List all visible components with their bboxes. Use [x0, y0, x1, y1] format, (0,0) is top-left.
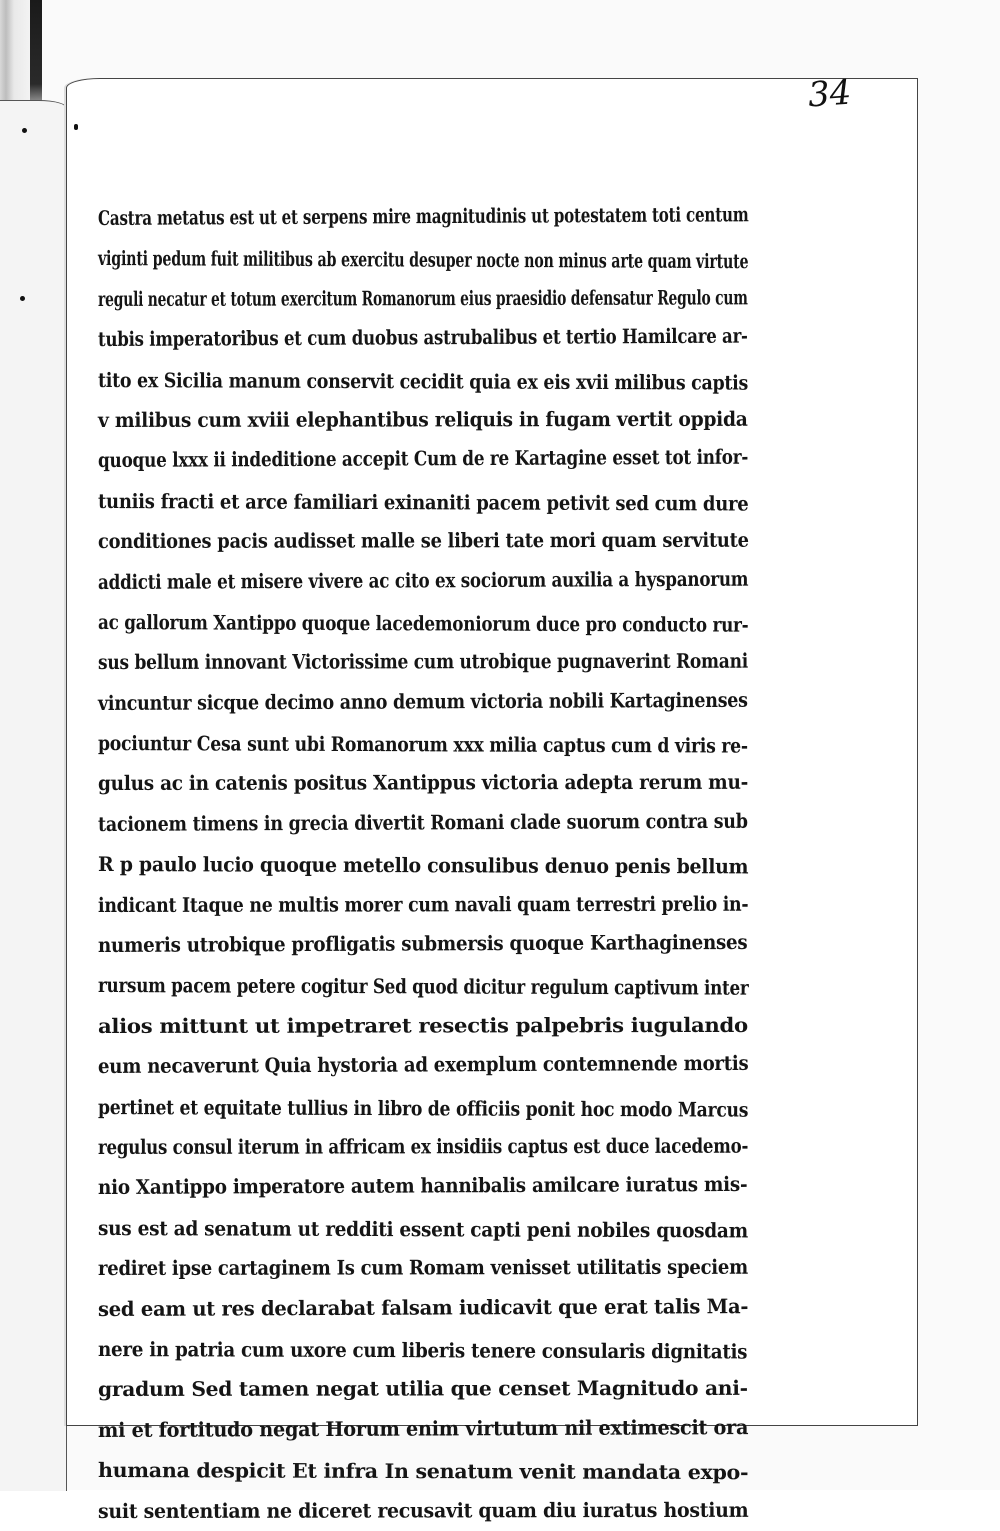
text-line: R p paulo lucio quoque metello consulibus denuo penis bellum: [97, 852, 749, 879]
text-line: regulus consul iterum in affricam ex insidiis captus est duce lacedemo-: [97, 1133, 749, 1159]
text-line: humana despicit Et infra In senatum venit mandata expo-: [97, 1458, 749, 1485]
text-line: ac gallorum Xantippo quoque lacedemoniorum duce pro conducto rur-: [97, 609, 749, 637]
text-line: nio Xantippo imperatore autem hannibalis amilcare iuratus mis-: [97, 1172, 748, 1200]
folio-number: 34: [806, 72, 853, 116]
text-line: indicant Itaque ne multis morer cum navali quam terrestri prelio in-: [97, 891, 749, 917]
text-line: nere in patria cum uxore cum liberis tenere consularis dignitatis: [97, 1336, 748, 1364]
text-line: v milibus cum xviii elephantibus reliquis in fugam vertit oppida: [97, 406, 748, 432]
text-line: mi et fortitudo negat Horum enim virtutum nil extimescit ora: [97, 1414, 749, 1442]
text-line: gulus ac in catenis positus Xantippus victoria adepta rerum mu-: [97, 770, 749, 796]
manuscript-text-block: [98, 198, 748, 1531]
text-line: reguli necatur et totum exercitum Romanorum eius praesidio defensatur Regulo cum: [97, 285, 748, 311]
text-line: pertinet et equitate tullius in libro de officiis ponit hoc modo Marcus: [97, 1094, 749, 1122]
text-line: tubis imperatoribus et cum duobus astrubalibus et tertio Hamilcare ar-: [97, 323, 748, 352]
text-line: suit sententiam ne diceret recusavit quam diu iuratus hostium: [97, 1497, 749, 1523]
text-line: tuniis fracti et arce familiari exinaniti pacem petivit sed cum dure: [97, 488, 749, 516]
text-line: sus bellum innovant Victorissime cum utrobique pugnaverint Romani: [97, 648, 748, 675]
text-line: tito ex Sicilia manum conservit cecidit quia ex eis xvii milibus captis: [97, 367, 749, 395]
text-line: eum necaverunt Quia hystoria ad exemplum contemnende mortis: [97, 1051, 749, 1079]
text-line: Castra metatus est ut et serpens mire magnitudinis ut potestatem toti centum: [97, 202, 749, 230]
previous-page-mark: [20, 296, 25, 301]
text-line: numeris utrobique profligatis submersis quoque Karthaginenses: [97, 929, 748, 958]
text-line: viginti pedum fuit militibus ab exercitu desuper nocte non minus arte quam virtute: [97, 246, 749, 274]
previous-page-mark: [22, 128, 27, 133]
margin-mark: [74, 124, 78, 130]
text-line: conditiones pacis audisset malle se liberi tate mori quam servitute: [97, 527, 749, 554]
text-line: addicti male et misere vivere ac cito ex sociorum auxilia a hyspanorum: [97, 566, 749, 594]
text-line: quoque lxxx ii indeditione accepit Cum de re Kartagine esset tot infor-: [97, 444, 749, 473]
text-line: vincuntur sicque decimo anno demum victoria nobili Kartaginenses: [97, 687, 748, 715]
previous-page-edge: [0, 100, 67, 1491]
text-line: sed eam ut res declarabat falsam iudicavit que erat talis Ma-: [97, 1293, 749, 1321]
text-line: rursum pacem petere cogitur Sed quod dicitur regulum captivum inter: [97, 973, 749, 1001]
text-line: pociuntur Cesa sunt ubi Romanorum xxx milia captus cum d viris re-: [97, 731, 748, 758]
text-line: sus est ad senatum ut redditi essent capti peni nobiles quosdam: [97, 1215, 748, 1243]
text-line: alios mittunt ut impetraret resectis palpebris iugulando: [97, 1012, 748, 1038]
text-line: gradum Sed tamen negat utilia que censet Magnitudo ani-: [97, 1376, 748, 1402]
text-line: tacionem timens in grecia divertit Romani clade suorum contra sub: [97, 808, 748, 836]
text-line: rediret ipse cartaginem Is cum Romam venisset utilitatis speciem: [97, 1254, 748, 1281]
